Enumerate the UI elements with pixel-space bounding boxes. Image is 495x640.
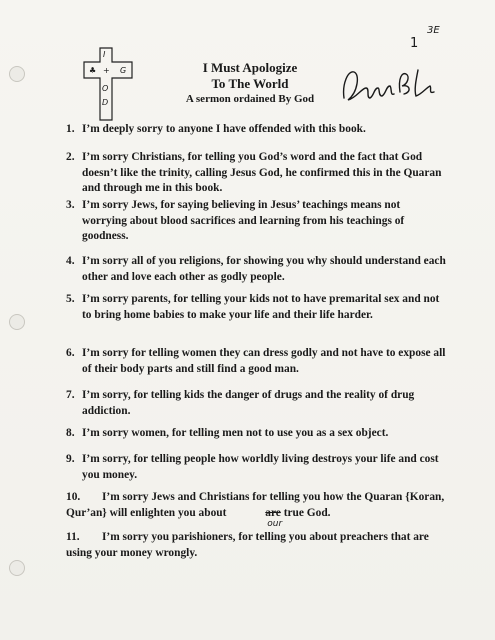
cross-letter: D bbox=[102, 98, 109, 107]
list-item bbox=[66, 254, 446, 285]
cross-letter: O bbox=[102, 84, 109, 93]
list-item bbox=[66, 346, 446, 377]
item-text: I’m sorry Christians, for telling you God’s word and the fact that God doesn’t like the trinity, calling Jesus God, he confirmed this in the Quaran and through me in this book. bbox=[82, 151, 442, 194]
list-item bbox=[66, 530, 446, 561]
list-item bbox=[66, 198, 446, 245]
item-text bbox=[66, 490, 446, 529]
binder-hole bbox=[9, 66, 25, 82]
item-text-after: true God. bbox=[280, 506, 331, 519]
item-number: 7. bbox=[66, 389, 75, 401]
title-block bbox=[160, 60, 340, 106]
item-text: I’m sorry all of you religions, for showing you why should understand each other and love each other as godly people. bbox=[82, 255, 446, 283]
item-text-before: I’m sorry Jews and Christians for telling you how the Quaran {Koran, Qur’an} will enlighten you about bbox=[66, 491, 445, 519]
list-item bbox=[66, 426, 446, 442]
item-number: 9. bbox=[66, 453, 75, 465]
list-item bbox=[66, 388, 446, 419]
signature-image bbox=[338, 58, 440, 112]
cross-icon bbox=[80, 44, 138, 122]
cross-drawing bbox=[80, 44, 138, 122]
list-item bbox=[66, 292, 446, 323]
item-number: 10. bbox=[66, 491, 81, 503]
item-text: I’m sorry parents, for telling your kids not to have premarital sex and not to bring home babies to make your life and their life harder. bbox=[82, 293, 440, 321]
item-number: 5. bbox=[66, 293, 75, 305]
item-text: I’m sorry Jews, for saying believing in Jesus’ teachings means not worrying about blood sacrifices and learning from his teachings of goodness. bbox=[82, 199, 405, 242]
item-text: I’m sorry, for telling people how worldly living destroys your life and cost you money. bbox=[82, 453, 439, 481]
cross-letter: I bbox=[103, 50, 106, 59]
title-line-2: To The World bbox=[211, 76, 289, 91]
handwritten-insert: our bbox=[267, 518, 283, 529]
cross-letter: G bbox=[120, 66, 127, 75]
handwritten-note: 3E bbox=[427, 25, 440, 36]
subtitle: A sermon ordained By God bbox=[185, 93, 315, 105]
binder-hole bbox=[9, 314, 25, 330]
list-item bbox=[66, 490, 446, 529]
page-number: 1 bbox=[410, 36, 419, 51]
item-text: I’m sorry you parishioners, for telling you about preachers that are using your money wrongly. bbox=[66, 531, 429, 559]
item-text: I’m sorry women, for telling men not to use you as a sex object. bbox=[82, 427, 389, 439]
item-number: 6. bbox=[66, 347, 75, 359]
item-number: 1. bbox=[66, 123, 75, 135]
item-number: 8. bbox=[66, 427, 75, 439]
cross-plus: + bbox=[103, 66, 110, 75]
item-number: 3. bbox=[66, 199, 75, 211]
title-line-1: I Must Apologize bbox=[202, 60, 298, 75]
list-item bbox=[66, 452, 446, 483]
item-text: I’m deeply sorry to anyone I have offended with this book. bbox=[82, 123, 366, 135]
item-number: 2. bbox=[66, 151, 75, 163]
struck-word: are bbox=[265, 506, 281, 519]
cross-mark: ♣ bbox=[89, 66, 97, 75]
item-number: 11. bbox=[66, 531, 80, 543]
item-number: 4. bbox=[66, 255, 75, 267]
list-item bbox=[66, 150, 446, 197]
binder-hole bbox=[9, 560, 25, 576]
item-text: I’m sorry for telling women they can dress godly and not have to expose all of their body parts and still find a good man. bbox=[82, 347, 446, 375]
item-text: I’m sorry, for telling kids the danger of drugs and the reality of drug addiction. bbox=[82, 389, 415, 417]
list-item bbox=[66, 122, 446, 138]
